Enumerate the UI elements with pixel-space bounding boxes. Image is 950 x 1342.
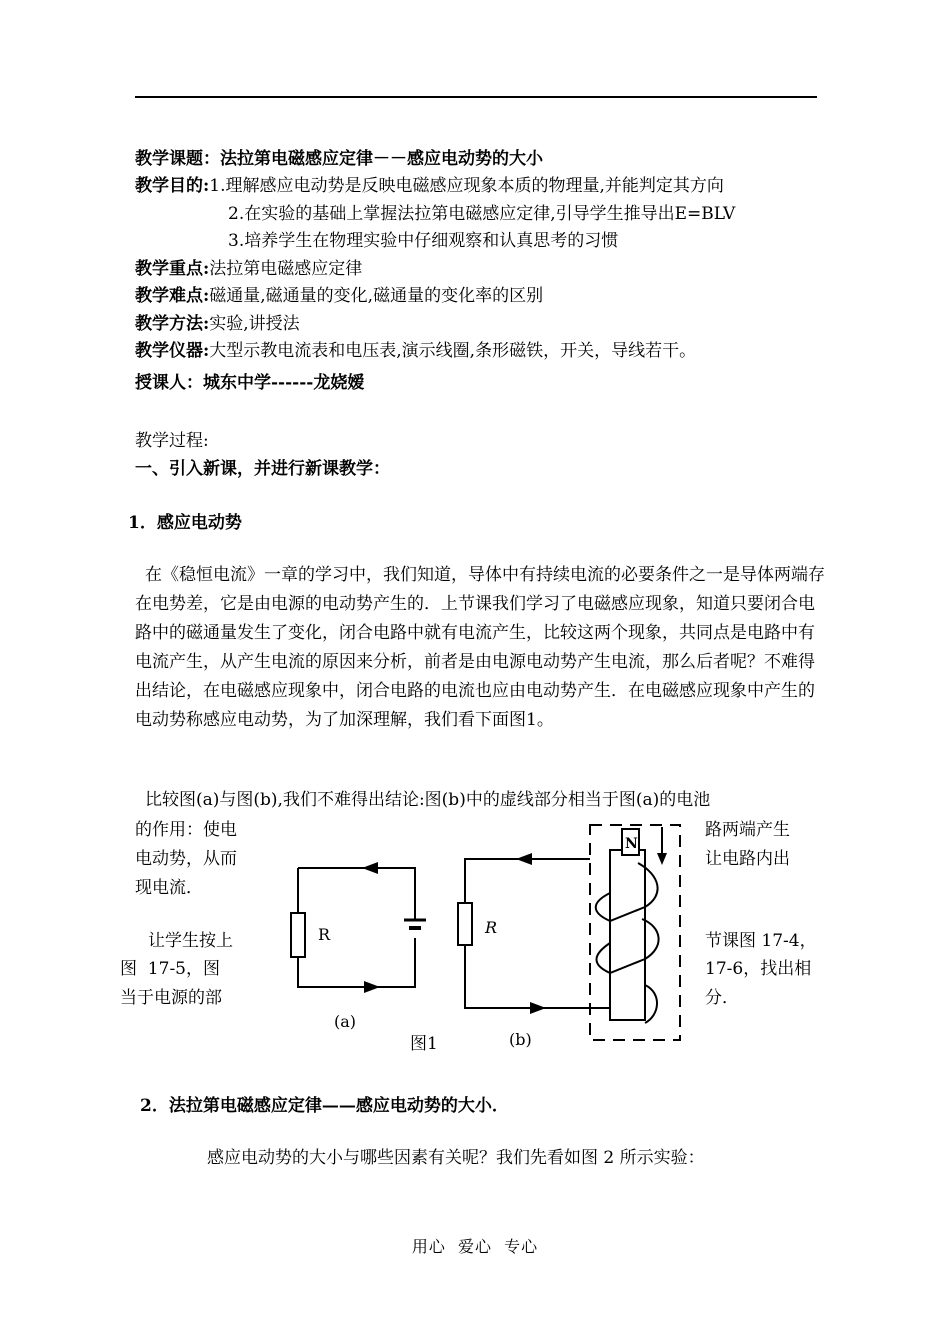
caption-a: (a): [334, 1012, 357, 1031]
goal-2: 2.在实验的基础上掌握法拉第电磁感应定律,引导学生推导出E=BLV: [228, 204, 736, 224]
paragraph-1: 在《稳恒电流》一章的学习中，我们知道，导体中有持续电流的必要条件之一是导体两端存在电势差，它是由电源的电动势产生的．上节课我们学习了电磁感应现象，知道只要闭合电路中的磁通量发生了变化，闭合电路中就有电流产生，比较这两个现象，共同点是电路中有电流产生，从产生电流的原因来分析，前者是由电源电动势产生电流，那么后者呢？不难得出结论，在电磁感应现象中，闭合电路的电流也应由电动势产生．在电磁感应现象中产生的电动势称感应电动势，为了加深理解，我们看下面图1。: [135, 565, 825, 730]
left-col2-line-1: 让学生按上: [148, 931, 233, 951]
process-label: 教学过程:: [135, 431, 209, 451]
method-line: [135, 313, 300, 335]
difficulty-value: 磁通量,磁通量的变化,磁通量的变化率的区别: [209, 286, 544, 306]
arrow-heads: [362, 853, 667, 1014]
key-label: 教学重点:: [135, 259, 210, 279]
right-col2-line-1: 节课图 17-4，: [705, 931, 817, 951]
resistor-b-label: R: [485, 918, 498, 937]
method-label: 教学方法:: [135, 314, 210, 334]
key-line: [135, 258, 362, 280]
section-1-title: 一、引入新课，并进行新课教学：: [135, 459, 390, 479]
solenoid-coil: [596, 863, 659, 1023]
left-col-line-3: 现电流．: [135, 878, 203, 898]
paragraph-3: 感应电动势的大小与哪些因素有关呢？我们先看如图 2 所示实验：: [207, 1148, 705, 1168]
teacher-line: 授课人：城东中学------龙娆嫒: [135, 373, 365, 393]
resistor-a: [291, 913, 305, 957]
arrow-a-top: [362, 862, 378, 874]
caption-b: (b): [509, 1030, 532, 1049]
equipment-line: [135, 340, 696, 362]
header-rule: [135, 96, 817, 98]
subject-line: [135, 148, 543, 170]
equipment-value: 大型示教电流表和电压表,演示线圈,条形磁铁，开关，导线若干。: [209, 341, 697, 361]
circuit-a-loop-wire: [298, 868, 415, 987]
left-col2-line-3: 当于电源的部: [120, 988, 222, 1008]
arrow-b-top: [516, 853, 532, 865]
subject-value: 法拉第电磁感应定律－－感应电动势的大小: [220, 149, 543, 169]
resistor-b: [458, 903, 472, 945]
circuit-b-wire: [465, 859, 590, 1008]
figure-1-circuits: [280, 815, 700, 1060]
right-col2-line-3: 分．: [705, 988, 739, 1008]
right-col-line-1: 路两端产生: [705, 820, 790, 840]
right-col2-line-2: 17-6，找出相: [705, 959, 812, 979]
sub-2-title: 2．法拉第电磁感应定律——感应电动势的大小．: [140, 1096, 509, 1116]
difficulty-label: 教学难点:: [135, 286, 210, 306]
method-value: 实验,讲授法: [209, 314, 300, 334]
resistor-a-label: R: [318, 925, 331, 944]
solenoid-core: [610, 850, 645, 1020]
left-col-line-1: 的作用：使电: [135, 820, 237, 840]
difficulty-line: [135, 285, 543, 307]
equipment-label: 教学仪器:: [135, 341, 210, 361]
key-value: 法拉第电磁感应定律: [209, 259, 363, 279]
paragraph-2-line-1: 比较图(a)与图(b),我们不难得出结论:图(b)中的虚线部分相当于图(a)的电池: [145, 790, 711, 810]
circuit-a-top-wire: [298, 868, 415, 920]
page-footer: 用心 爱心 专心: [411, 1237, 539, 1256]
goal-1: 1.理解感应电动势是反映电磁感应现象本质的物理量,并能判定其方向: [209, 176, 724, 196]
magnet-label: N: [625, 836, 638, 852]
arrow-a-bottom: [364, 981, 380, 993]
sub-1-title: 1．感应电动势: [128, 513, 242, 533]
goals-label: 教学目的:: [135, 176, 210, 196]
caption-figure-1: 图1: [410, 1034, 438, 1054]
right-col-line-2: 让电路内出: [705, 849, 790, 869]
goal-3: 3.培养学生在物理实验中仔细观察和认真思考的习惯: [228, 231, 619, 251]
subject-label: 教学课题：: [135, 149, 220, 169]
arrow-magnet-down: [657, 853, 667, 865]
goals-line: [135, 175, 724, 197]
left-col2-line-2: 图 17-5，图: [120, 959, 220, 979]
left-col-line-2: 电动势，从而: [135, 849, 237, 869]
arrow-b-bottom: [530, 1002, 546, 1014]
